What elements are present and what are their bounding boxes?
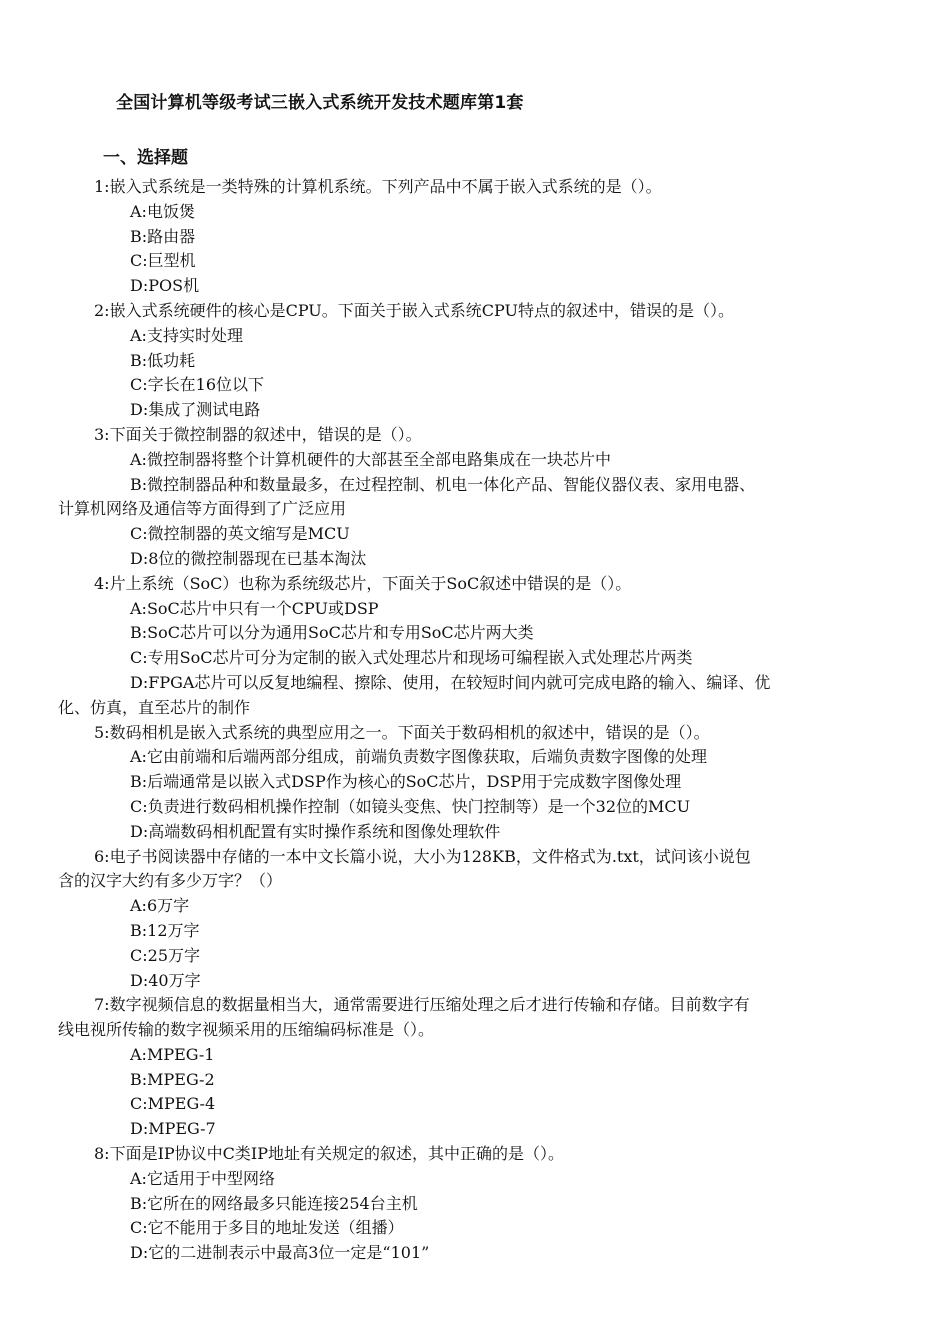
question-stem: 含的汉字大约有多少万字？（） [58, 871, 283, 891]
question-item [58, 175, 888, 299]
question-item [58, 845, 888, 994]
answer-option: D:MPEG-7 [130, 1119, 216, 1139]
answer-option: A:它由前端和后端两部分组成，前端负责数字图像获取，后端负责数字图像的处理 [130, 747, 707, 767]
question-stem: 4:片上系统（SoC）也称为系统级芯片，下面关于SoC叙述中错误的是（）。 [94, 573, 632, 593]
document-title: 全国计算机等级考试三嵌入式系统开发技术题库第1套 [116, 93, 524, 113]
answer-option: C:微控制器的英文缩写是MCU [130, 524, 350, 544]
answer-option: A:微控制器将整个计算机硬件的大部甚至全部电路集成在一块芯片中 [130, 449, 611, 469]
answer-option: A:它适用于中型网络 [130, 1168, 275, 1188]
question-stem: 8:下面是IP协议中C类IP地址有关规定的叙述，其中正确的是（）。 [94, 1144, 564, 1164]
answer-option: B:后端通常是以嵌入式DSP作为核心的SoC芯片，DSP用于完成数字图像处理 [130, 772, 682, 792]
question-stem: 1:嵌入式系统是一类特殊的计算机系统。下列产品中不属于嵌入式系统的是（）。 [94, 177, 662, 196]
answer-option: A:电饭煲 [130, 201, 195, 221]
answer-option: C:它不能用于多目的地址发送（组播） [130, 1218, 404, 1238]
question-item [58, 423, 888, 572]
question-stem: 3:下面关于微控制器的叙述中，错误的是（）。 [94, 424, 422, 444]
question-item [58, 299, 888, 423]
question-item [58, 993, 888, 1142]
answer-option: D:40万字 [130, 970, 201, 990]
answer-option: A:MPEG-1 [130, 1044, 215, 1064]
question-item [58, 721, 888, 845]
answer-option: D:8位的微控制器现在已基本淘汰 [130, 548, 367, 568]
answer-option: C:负责进行数码相机操作控制（如镜头变焦、快门控制等）是一个32位的MCU [130, 796, 691, 816]
answer-option: C:巨型机 [130, 251, 196, 271]
question-stem: 5:数码相机是嵌入式系统的典型应用之一。下面关于数码相机的叙述中，错误的是（）。 [94, 722, 710, 742]
answer-option: C:MPEG-4 [130, 1094, 216, 1114]
section-heading: 一、选择题 [103, 148, 188, 168]
question-item [58, 572, 888, 721]
answer-option: B:12万字 [130, 920, 200, 940]
answer-option: A:支持实时处理 [130, 325, 243, 345]
question-stem: 2:嵌入式系统硬件的核心是CPU。下面关于嵌入式系统CPU特点的叙述中，错误的是（）。 [94, 300, 734, 320]
question-stem: 线电视所传输的数字视频采用的压缩编码标准是（）。 [58, 1020, 435, 1040]
question-stem: 7:数字视频信息的数据量相当大，通常需要进行压缩处理之后才进行传输和存储。目前数字有 [94, 995, 750, 1015]
answer-option: 化、仿真，直至芯片的制作 [58, 697, 251, 717]
answer-option: D:集成了测试电路 [130, 400, 261, 420]
answer-option: B:路由器 [130, 226, 196, 246]
answer-option: B:它所在的网络最多只能连接254台主机 [130, 1193, 418, 1213]
answer-option: A:6万字 [130, 896, 190, 916]
answer-option: B:MPEG-2 [130, 1069, 215, 1089]
answer-option: C:25万字 [130, 945, 200, 965]
answer-option: A:SoC芯片中只有一个CPU或DSP [130, 598, 379, 618]
answer-option: B:微控制器品种和数量最多，在过程控制、机电一体化产品、智能仪器仪表、家用电器、 [130, 474, 756, 494]
question-stem: 6:电子书阅读器中存储的一本中文长篇小说，大小为128KB，文件格式为.txt，试问该小说包 [94, 846, 751, 866]
answer-option: B:低功耗 [130, 350, 196, 370]
question-item [58, 1142, 888, 1266]
answer-option: D:高端数码相机配置有实时操作系统和图像处理软件 [130, 821, 501, 841]
question-list [58, 175, 888, 1266]
answer-option: D:POS机 [130, 276, 200, 296]
answer-option: C:字长在16位以下 [130, 375, 264, 395]
answer-option: 计算机网络及通信等方面得到了广泛应用 [58, 499, 347, 519]
answer-option: D:它的二进制表示中最高3位一定是“101” [130, 1243, 430, 1263]
answer-option: B:SoC芯片可以分为通用SoC芯片和专用SoC芯片两大类 [130, 623, 534, 643]
answer-option: D:FPGA芯片可以反复地编程、擦除、使用，在较短时间内就可完成电路的输入、编译、优 [130, 672, 771, 692]
answer-option: C:专用SoC芯片可分为定制的嵌入式处理芯片和现场可编程嵌入式处理芯片两类 [130, 648, 693, 668]
